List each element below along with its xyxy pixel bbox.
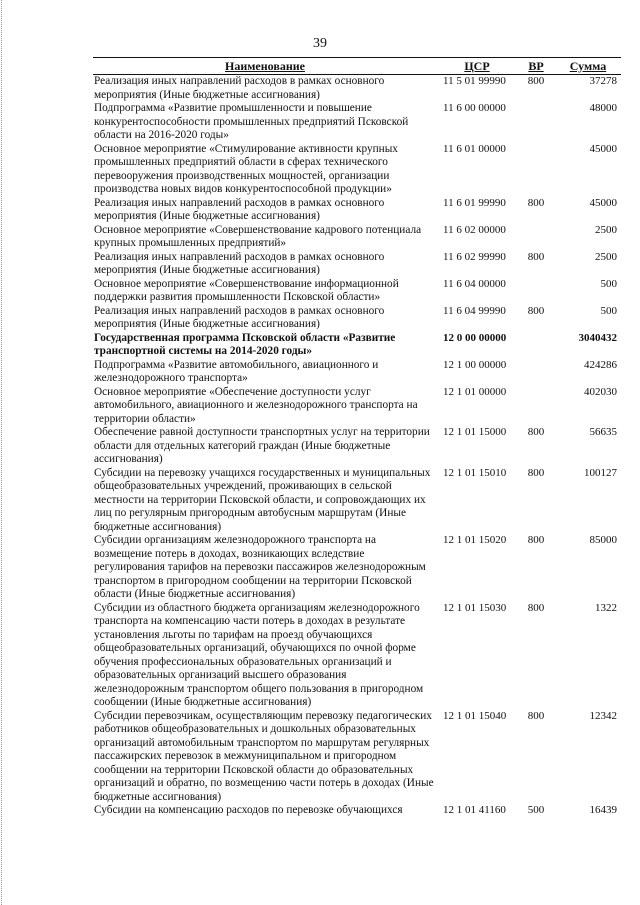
row-name: Субсидии организациям железнодорожного транспорта на возмещение потерь в доходах, возникающих вследствие регулирования тарифов на перевозки пассажиров железнодорожным транспортом в пригородном сообщении на территории Псковской области (Иные бюджетные ассигнования) [94, 534, 426, 600]
row-name: Субсидии на компенсацию расходов по перевозке обучающихся [94, 804, 403, 816]
row-sum: 500 [600, 277, 617, 290]
row-vr: 800 [527, 426, 545, 438]
row-vr: 800 [527, 75, 545, 87]
row-sum: 48000 [589, 102, 617, 114]
row-vr [517, 278, 555, 305]
row-sum: 424286 [584, 358, 617, 371]
row-vr: 800 [527, 466, 545, 479]
row-name: Реализация иных направлений расходов в рамках основного мероприятия (Иные бюджетные ассигнования) [94, 75, 385, 101]
row-vr [517, 332, 555, 359]
row-vr [517, 386, 555, 427]
row-csr: 12 1 01 00000 [443, 385, 507, 398]
row-csr: 11 6 02 00000 [443, 223, 506, 236]
table-row [93, 386, 621, 427]
row-vr: 800 [527, 709, 545, 722]
row-vr: 800 [527, 250, 545, 263]
row-vr: 800 [527, 601, 545, 614]
row-vr: 800 [527, 304, 545, 317]
row-vr: 800 [527, 534, 545, 546]
table-row [93, 143, 621, 197]
row-name: Субсидии на перевозку учащихся государственных и муниципальных общеобразовательных учреждений, проживающих в сельской местности на территории Псковской области, и сопровождающих их лиц по регулярным пригородным автобусным маршрутам (Иные бюджетные ассигнования) [94, 466, 431, 533]
table-row [93, 197, 621, 224]
row-name: Реализация иных направлений расходов в рамках основного мероприятия (Иные бюджетные ассигнования) [94, 250, 385, 276]
row-csr: 11 6 04 99990 [443, 304, 506, 317]
budget-table [93, 57, 621, 818]
row-sum: 500 [600, 304, 617, 317]
row-csr: 12 1 00 00000 [443, 358, 507, 371]
row-sum: 16439 [589, 804, 617, 816]
row-sum: 45000 [589, 142, 617, 155]
row-sum: 56635 [589, 426, 617, 438]
header-vr: ВР [517, 58, 555, 75]
table-row [93, 305, 621, 332]
row-name: Подпрограмма «Развитие промышленности и повышение конкурентоспособности промышленных предприятий Псковской области на 2016-2020 годы» [94, 102, 409, 141]
row-name: Субсидии перевозчикам, осуществляющим перевозку педагогических работников общеобразовательных и дошкольных образовательных организаций автомобильным транспортом по маршрутам регулярных пассажирских перевозок в межмуниципальном и пригородном сообщении на территории Псковской области до образовательных организаций и обратно, по возмещению части потерь в доходах (Иные бюджетные ассигнования) [94, 709, 434, 803]
row-name: Подпрограмма «Развитие автомобильного, авиационного и железнодорожного транспорта» [94, 358, 379, 384]
row-sum: 45000 [589, 196, 617, 209]
row-name: Основное мероприятие «Обеспечение доступности услуг автомобильного, авиационного и железнодорожного транспорта на территории области» [94, 385, 418, 425]
budget-table-container [93, 57, 621, 818]
row-csr: 11 6 01 99990 [443, 196, 506, 209]
page-number: 39 [313, 36, 327, 51]
table-row [93, 332, 621, 359]
row-name: Государственная программа Псковской области «Развитие транспортной системы на 2014-2020 годы» [94, 331, 396, 357]
row-sum: 37278 [589, 75, 617, 87]
row-sum: 100127 [584, 466, 617, 479]
row-vr: 800 [527, 196, 545, 209]
table-row [93, 602, 621, 710]
row-sum: 1322 [595, 601, 617, 614]
table-row [93, 426, 621, 467]
row-name: Реализация иных направлений расходов в рамках основного мероприятия (Иные бюджетные ассигнования) [94, 304, 385, 330]
row-csr: 12 1 01 15000 [443, 426, 507, 438]
row-csr: 12 1 01 15020 [443, 534, 507, 546]
scan-edge [1, 0, 3, 905]
row-name: Субсидии из областного бюджета организациям железнодорожного транспорта на компенсацию части потерь в доходах в результате установления льготы по тарифам на проезд обучающихся общеобразовательных организаций, обучающихся по очной форме обучения профессиональных образовательных организаций и образовательных организаций высшего образования железнодорожным транспортом общего пользования в пригородном сообщении (Иные бюджетные ассигнования) [94, 601, 424, 708]
table-row [93, 359, 621, 386]
table-row [93, 710, 621, 805]
row-sum: 12342 [589, 709, 617, 722]
row-sum: 402030 [584, 385, 617, 398]
table-header-row [93, 58, 621, 75]
row-vr [517, 143, 555, 197]
table-row [93, 278, 621, 305]
row-vr [517, 359, 555, 386]
row-csr: 11 6 00 00000 [443, 102, 506, 114]
row-csr: 11 6 01 00000 [443, 142, 506, 155]
row-name: Реализация иных направлений расходов в рамках основного мероприятия (Иные бюджетные ассигнования) [94, 196, 385, 222]
header-name: Наименование [93, 58, 437, 75]
row-vr [517, 224, 555, 251]
row-name: Обеспечение равной доступности транспортных услуг на территории области для отдельных категорий граждан (Иные бюджетные ассигнования) [94, 426, 430, 465]
header-sum: Сумма [555, 58, 621, 75]
row-vr [517, 102, 555, 143]
table-row [93, 251, 621, 278]
row-sum: 85000 [589, 534, 617, 546]
header-csr: ЦСР [437, 58, 517, 75]
row-csr: 12 1 01 15010 [443, 466, 507, 479]
table-body [93, 75, 621, 818]
row-csr: 11 5 01 99990 [443, 75, 506, 87]
table-row [93, 804, 621, 818]
row-vr: 500 [527, 804, 545, 816]
row-csr: 12 1 01 15030 [443, 601, 507, 614]
row-csr: 11 6 02 99990 [443, 250, 506, 263]
table-row [93, 467, 621, 535]
table-row [93, 102, 621, 143]
row-name: Основное мероприятие «Совершенствование информационной поддержки развития промышленности Псковской области» [94, 277, 399, 303]
row-name: Основное мероприятие «Стимулирование активности крупных промышленных предприятий области в сферах технического перевооружения производственных мощностей, организации производства новых видов конкурентоспособной продукции» [94, 142, 398, 195]
row-csr: 12 1 01 41160 [443, 804, 506, 816]
row-sum: 2500 [595, 223, 617, 236]
row-csr: 11 6 04 00000 [443, 277, 506, 290]
row-name: Основное мероприятие «Совершенствование кадрового потенциала крупных промышленных предприятий» [94, 223, 422, 249]
row-sum: 3040432 [578, 331, 617, 344]
table-row [93, 224, 621, 251]
row-csr: 12 1 01 15040 [443, 709, 507, 722]
row-sum: 2500 [595, 250, 617, 263]
table-row [93, 75, 621, 103]
row-csr: 12 0 00 00000 [443, 331, 507, 344]
table-row [93, 534, 621, 602]
